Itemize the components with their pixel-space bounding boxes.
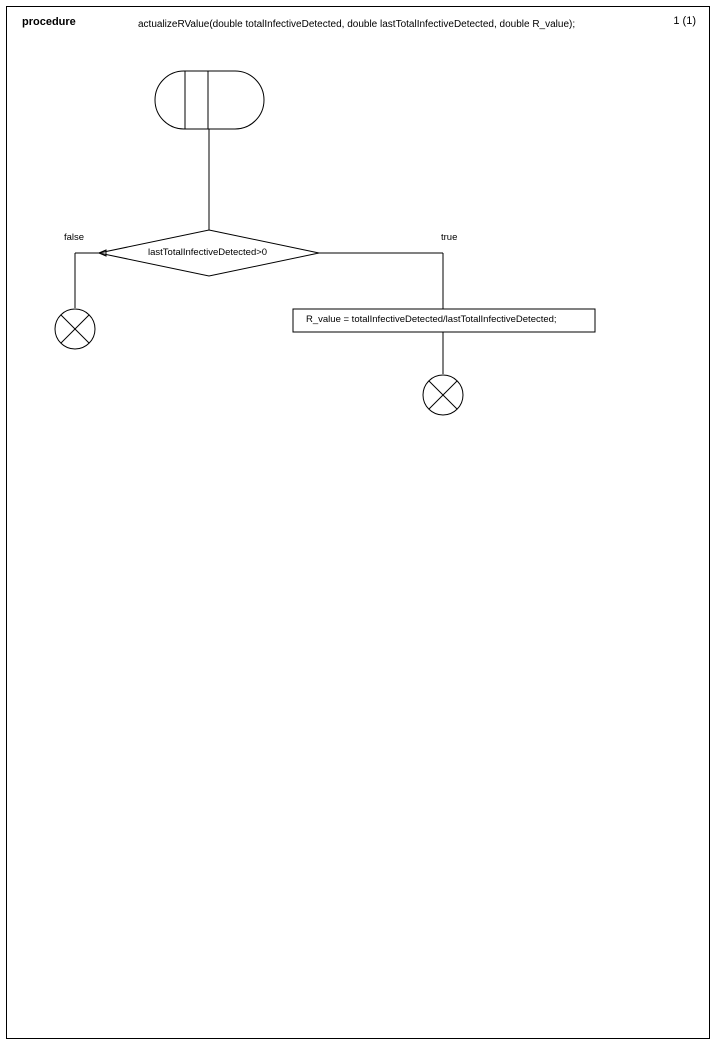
page-number: 1 (1): [673, 15, 696, 27]
branch-true-label: true: [441, 232, 458, 243]
assignment-task-label: R_value = totalInfectiveDetected/lastTotalInfectiveDetected;: [306, 314, 557, 325]
branch-false-label: false: [64, 232, 85, 243]
procedure-signature: actualizeRValue(double totalInfectiveDetected, double lastTotalInfectiveDetected, double R_value);: [138, 19, 576, 30]
header-keyword: procedure: [22, 16, 76, 28]
decision-label: lastTotalInfectiveDetected>0: [148, 247, 268, 258]
return-symbol-false: [55, 309, 95, 349]
return-symbol-true: [423, 375, 463, 415]
procedure-start-symbol: [155, 71, 264, 129]
